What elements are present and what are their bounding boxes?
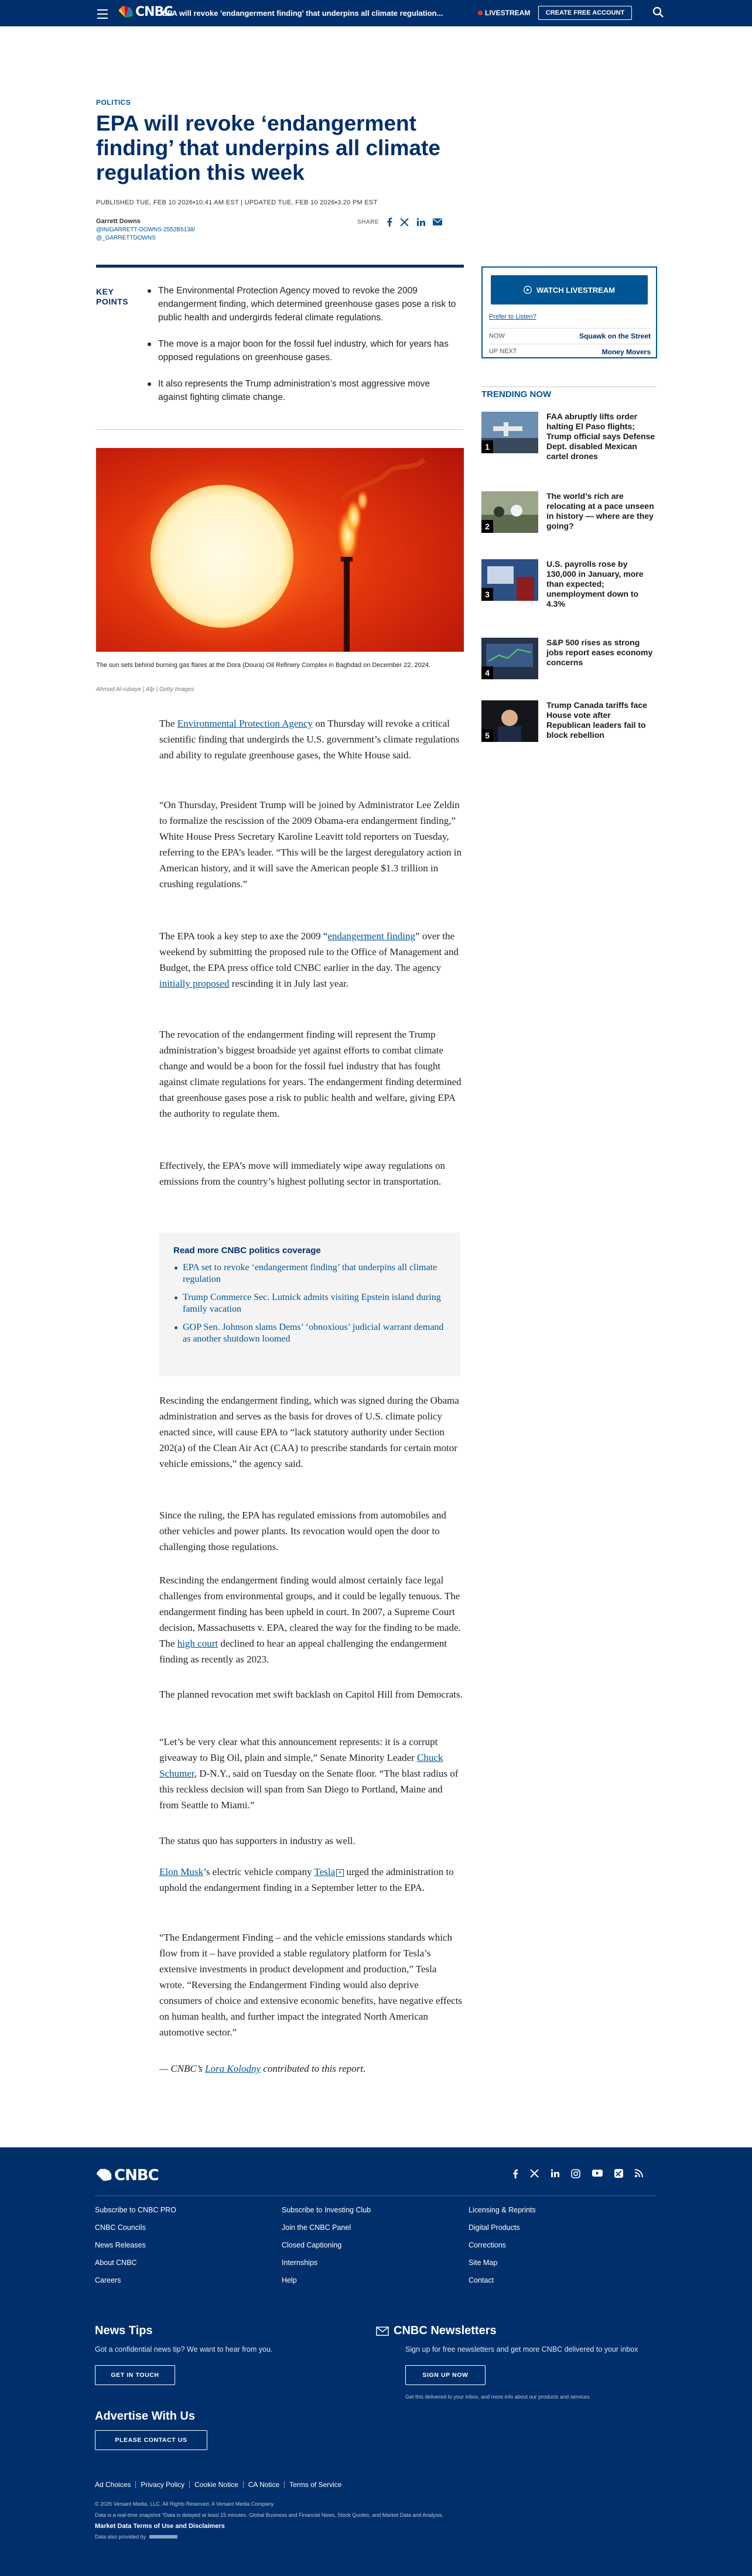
- trending-item[interactable]: [481, 700, 657, 747]
- data-provider: Data also provided by: [95, 2534, 179, 2540]
- contact-us-button[interactable]: PLEASE CONTACT US: [95, 2430, 207, 2450]
- footer-link[interactable]: Contact: [469, 2276, 494, 2284]
- live-dot-icon: [478, 11, 483, 15]
- get-in-touch-button[interactable]: GET IN TOUCH: [95, 2365, 175, 2385]
- legal-link[interactable]: Privacy Policy: [136, 2481, 190, 2488]
- schumer-link[interactable]: Chuck Schumer: [159, 1752, 443, 1779]
- endangerment-finding-link[interactable]: endangerment finding: [327, 930, 416, 942]
- footer-divider: [95, 2195, 656, 2196]
- trending-item[interactable]: [481, 559, 657, 606]
- sign-up-button[interactable]: SIGN UP NOW: [405, 2365, 486, 2385]
- publish-date: PUBLISHED TUE, FEB 10 2026•10:41 AM EST | UPDATED TUE, FEB 10 2026•3:20 PM EST: [96, 199, 378, 206]
- x-icon[interactable]: [400, 218, 409, 227]
- footer-link[interactable]: About CNBC: [95, 2259, 137, 2267]
- play-icon: [524, 286, 532, 294]
- market-data-terms-link[interactable]: Market Data Terms of Use and Disclaimers: [95, 2523, 225, 2530]
- image-credit: Ahmad Al-rubaye | Afp | Getty Images: [96, 686, 194, 693]
- paragraph: “Let’s be very clear what this announcement represents: it is a corrupt giveaway to Big Oil, plain and simple,” Senate Minority Leader Chuck Schumer, D-N.Y., said on Tuesday on the Senate floor. “The blast radius of this reckless decision will span from San Diego to Portland, Maine and from Seattle to Miami.”: [159, 1736, 459, 1811]
- trending-headline: Trump Canada tariffs face House vote after Republican leaders fail to block rebellion: [546, 700, 647, 740]
- footer-link[interactable]: Help: [282, 2276, 297, 2284]
- image-caption: The sun sets behind burning gas flares at the Dora (Doura) Oil Refinery Complex in Baghdad on December 22, 2024.: [96, 662, 431, 669]
- news-tips-title: News Tips: [95, 2324, 153, 2337]
- linkedin-icon[interactable]: [551, 2169, 559, 2178]
- trending-item[interactable]: [481, 638, 657, 685]
- paragraph: The revocation of the endangerment finding will represent the Trump administration’s biggest broadside yet against efforts to combat climate change and would be a boon for the fossil fuel industry that has fought against climate regulations for years. The endangerment finding determined that greenhouse gases pose a risk to public health and welfare, giving EPA the authority to regulate them.: [159, 1029, 462, 1119]
- kolodny-link[interactable]: Lora Kolodny: [205, 2063, 261, 2074]
- top-nav-bar: [0, 0, 752, 26]
- prefer-to-listen-link[interactable]: Prefer to Listen?: [489, 313, 536, 320]
- paragraph: Since the ruling, the EPA has regulated emissions from automobiles and other vehicles and power plants. Its revocation would open the door to challenging those regulations.: [159, 1510, 446, 1552]
- trending-thumbnail: 5: [481, 700, 538, 742]
- article-title: EPA will revoke ‘endangerment finding’ that underpins all climate regulation this week: [96, 111, 440, 184]
- trending-thumbnail: 4: [481, 638, 538, 679]
- instagram-icon[interactable]: [571, 2169, 580, 2178]
- key-points-divider: [96, 429, 464, 430]
- envelope-icon: [376, 2327, 389, 2336]
- legal-link[interactable]: Ad Choices: [95, 2481, 136, 2488]
- epa-link[interactable]: Environmental Protection Agency: [177, 718, 313, 729]
- data-provider-logo: [149, 2534, 179, 2540]
- trending-item[interactable]: [481, 412, 657, 459]
- author-name[interactable]: Garrett Downs: [96, 218, 141, 225]
- linkedin-icon[interactable]: [416, 218, 425, 227]
- footer-logo[interactable]: [95, 2167, 159, 2184]
- menu-icon[interactable]: [97, 6, 108, 19]
- paragraph: “The Endangerment Finding – and the vehicle emissions standards which flow from it – have provided a stable regulatory platform for Tesla’s extensive investments in product development and production,” Tesla wrote. “Reversing the Endangerment Finding would also deprive consumers of choice and extensive economic benefits, have negative effects on human health, and further impact the integrated North American automotive sector.”: [159, 1932, 463, 2038]
- livestream-link[interactable]: LIVESTREAM: [478, 9, 530, 17]
- footer-link[interactable]: Site Map: [469, 2259, 498, 2267]
- site-footer: [0, 2147, 752, 2576]
- trending-title: TRENDING NOW: [481, 386, 657, 399]
- footer-column-3: [469, 2206, 536, 2294]
- x-icon[interactable]: [530, 2169, 539, 2178]
- initially-proposed-link[interactable]: initially proposed: [159, 978, 230, 989]
- legal-links: [95, 2481, 346, 2488]
- high-court-link[interactable]: high court: [177, 1638, 218, 1649]
- author-social: [96, 226, 231, 242]
- share-label: SHARE: [357, 218, 379, 225]
- share-bar: [357, 217, 442, 227]
- legal-link[interactable]: Terms of Service: [289, 2481, 342, 2489]
- trending-thumbnail: 2: [481, 491, 538, 533]
- facebook-icon[interactable]: [512, 2169, 518, 2178]
- elon-musk-link[interactable]: Elon Musk: [159, 1866, 204, 1877]
- section-tag[interactable]: POLITICS: [96, 98, 131, 107]
- data-note: Data is a real-time snapshot *Data is delayed at least 15 minutes. Global Business and Financial News, Stock Quotes, and Market Data and Analysis.: [95, 2512, 444, 2518]
- footer-link[interactable]: Licensing & Reprints: [469, 2206, 536, 2214]
- paragraph: Elon Musk’s electric vehicle company Tesla + urged the administration to uphold the endangerment finding in a September letter to the EPA.: [159, 1866, 454, 1893]
- newsletters-title: CNBC Newsletters: [394, 2324, 497, 2337]
- footer-link[interactable]: Closed Captioning: [282, 2241, 342, 2249]
- paragraph: “On Thursday, President Trump will be joined by Administrator Lee Zeldin to formalize the rescission of the 2009 Obama-era endangerment finding,” White House Press Secretary Karoline Leavitt told reporters on Tuesday, referring to the EPA’s leader. “This will be the largest deregulatory action in American history, and it will save the American people $1.3 trillion in crushing regulations.”: [159, 799, 462, 890]
- newsletters-heading: [376, 2324, 497, 2338]
- peacock-icon: [117, 6, 134, 19]
- paragraph: The EPA took a key step to axe the 2009 “endangerment finding” over the weekend by submitting the proposed rule to the Office of Management and Budget, the EPA press office told CNBC earlier in the day. The agency initially proposed rescinding it in July last year.: [159, 930, 459, 989]
- peacock-icon: [95, 2168, 112, 2182]
- search-icon[interactable]: [652, 6, 664, 18]
- facebook-icon[interactable]: [387, 217, 392, 227]
- up-next-row: UP NEXT Money Movers: [489, 344, 651, 357]
- create-account-button[interactable]: CREATE FREE ACCOUNT: [538, 6, 632, 20]
- footer-link[interactable]: Join the CNBC Panel: [282, 2223, 351, 2232]
- top-headline: EPA will revoke 'endangerment finding' that underpins all climate regulation...: [162, 9, 443, 18]
- email-icon[interactable]: [433, 218, 442, 225]
- author-twitter-link[interactable]: @_GARRETTDOWNS: [96, 235, 156, 241]
- footer-wordmark: CNBC: [114, 2167, 159, 2184]
- quote-plus-icon[interactable]: +: [336, 1869, 344, 1877]
- paragraph: Rescinding the endangerment finding, which was signed during the Obama administration and serves as the basis for droves of U.S. climate policy enacted since, will cause EPA to “lack statutory authority under Section 202(a) of the Clean Air Act (CAA) to prescribe standards for certain motor vehicle emissions,” the agency said.: [159, 1395, 459, 1469]
- advertise-title: Advertise With Us: [95, 2410, 195, 2423]
- legal-link[interactable]: Cookie Notice: [190, 2481, 244, 2488]
- news-tips-text: Got a confidential news tip? We want to hear from you.: [95, 2345, 273, 2353]
- paragraph: The Environmental Protection Agency on Thursday will revoke a critical scientific finding that undergirds the U.S. government’s climate regulations and ability to regulate greenhouse gases, the White House said.: [159, 718, 460, 761]
- next-show: Money Movers: [601, 348, 651, 356]
- social-links: [512, 2169, 643, 2178]
- newsletters-text: Sign up for free newsletters and get more CNBC delivered to your inbox: [405, 2345, 638, 2353]
- newsletters-note: Get this delivered to your inbox, and more info about our products and services.: [405, 2394, 592, 2400]
- read-more-title: Read more CNBC politics coverage: [173, 1246, 321, 1255]
- footer-link[interactable]: Internships: [282, 2259, 318, 2267]
- hero-image: [96, 448, 464, 652]
- trending-headline: FAA abruptly lifts order halting El Paso flights; Trump official says Defense Dept. disabled Mexican cartel drones: [546, 412, 655, 461]
- logo-wordmark: CNBC: [135, 5, 173, 19]
- footer-link[interactable]: Subscribe to CNBC PRO: [95, 2206, 176, 2214]
- key-points-rule: [96, 265, 464, 268]
- footer-link[interactable]: Digital Products: [469, 2223, 520, 2232]
- key-point: The Environmental Protection Agency moved to revoke the 2009 endangerment finding, which determined greenhouse gases pose a risk to public health and undergirds federal climate regulations.: [146, 284, 460, 324]
- trending-thumbnail: 3: [481, 559, 538, 601]
- footer-link[interactable]: Subscribe to Investing Club: [282, 2206, 371, 2214]
- watch-livestream-button[interactable]: WATCH LIVESTREAM: [491, 275, 648, 305]
- read-more-link[interactable]: GOP Sen. Johnson slams Dems’ ‘obnoxious’ judicial warrant demand as another shutdown loomed: [175, 1322, 450, 1345]
- key-points-list: [146, 284, 460, 417]
- apple-news-icon[interactable]: [614, 2169, 623, 2178]
- paragraph: Effectively, the EPA’s move will immediately wipe away regulations on emissions from the country’s highest polluting sector in transportation.: [159, 1160, 446, 1187]
- refinery-sunset-image: [96, 448, 464, 652]
- read-more-link[interactable]: Trump Commerce Sec. Lutnick admits visiting Epstein island during family vacation: [175, 1292, 450, 1315]
- trending-headline: S&P 500 rises as strong jobs report eases economy concerns: [546, 638, 653, 667]
- trending-headline: The world’s rich are relocating at a pace unseen in history — where are they going?: [546, 491, 654, 531]
- footer-column-1: [95, 2206, 176, 2294]
- trending-thumbnail: 1: [481, 412, 538, 453]
- contributor-credit: — CNBC’s Lora Kolodny contributed to this report.: [159, 2063, 366, 2074]
- now-playing-row: NOW Squawk on the Street: [489, 328, 651, 343]
- read-more-list: [175, 1262, 450, 1352]
- read-more-link[interactable]: EPA set to revoke ‘endangerment finding’ that underpins all climate regulation: [175, 1262, 450, 1285]
- author-linkedin-link[interactable]: @IN/GARRETT-DOWNS-2552B5138/: [96, 227, 196, 233]
- footer-link[interactable]: CNBC Councils: [95, 2223, 146, 2232]
- footer-column-2: [282, 2206, 371, 2294]
- footer-link[interactable]: Careers: [95, 2276, 121, 2284]
- rss-icon[interactable]: [635, 2169, 643, 2178]
- livestream-box: [481, 266, 657, 358]
- youtube-icon[interactable]: [592, 2169, 603, 2178]
- tesla-link[interactable]: Tesla: [314, 1866, 336, 1877]
- key-point: The move is a major boon for the fossil fuel industry, which for years has opposed regulations on greenhouse gases.: [146, 337, 460, 364]
- trending-item[interactable]: [481, 491, 657, 538]
- now-show: Squawk on the Street: [579, 332, 651, 340]
- copyright: © 2026 Versant Media, LLC. All Rights Reserved. A Versant Media Company.: [95, 2501, 275, 2507]
- key-point: It also represents the Trump administration’s most aggressive move against fighting climate change.: [146, 377, 460, 404]
- key-points-label: KEY POINTS: [96, 287, 129, 306]
- footer-link[interactable]: Corrections: [469, 2241, 506, 2249]
- legal-link[interactable]: CA Notice: [244, 2481, 285, 2488]
- paragraph: The status quo has supporters in industry as well.: [159, 1835, 356, 1846]
- footer-link[interactable]: News Releases: [95, 2241, 146, 2249]
- paragraph: Rescinding the endangerment finding would almost certainly face legal challenges from environmental groups, and it could be legally tenuous. The endangerment finding has been upheld in court. In 2007, a Supreme Court decision, Massachusetts v. EPA, cleared the way for the finding to be made. The high court declined to hear an appeal challenging the endangerment finding as recently as 2023.: [159, 1575, 461, 1665]
- paragraph: The planned revocation met swift backlash on Capitol Hill from Democrats.: [159, 1689, 463, 1700]
- trending-headline: U.S. payrolls rose by 130,000 in January, more than expected; unemployment down to 4.3%: [546, 559, 644, 608]
